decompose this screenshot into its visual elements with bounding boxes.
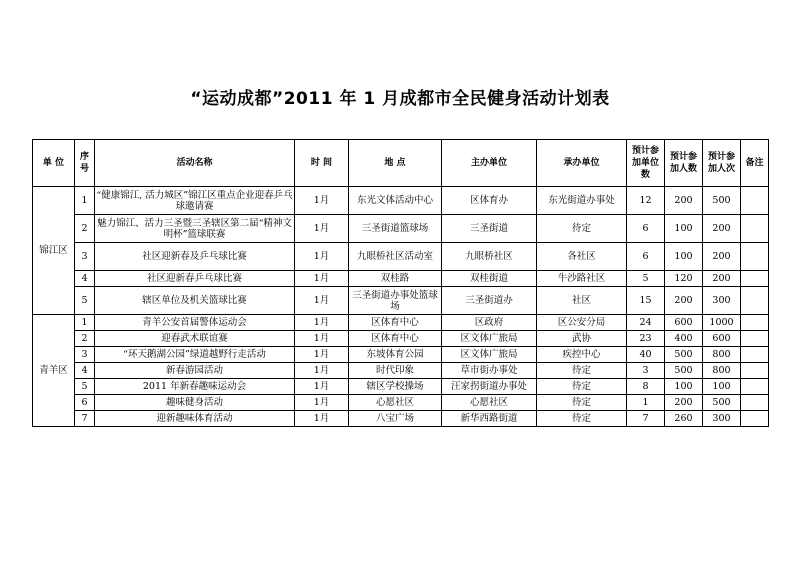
name-cell: 2011 年新春趣味运动会 <box>95 379 295 395</box>
table-row <box>33 331 769 347</box>
people-cell: 600 <box>665 315 703 331</box>
table-row <box>33 379 769 395</box>
place-cell: 东坡体育公园 <box>349 347 442 363</box>
host-cell: 汪家拐街道办事处 <box>442 379 537 395</box>
seq-cell: 6 <box>75 395 95 411</box>
header-num-times: 预计参加人次 <box>703 140 741 187</box>
host-cell: 新华西路街道 <box>442 411 537 427</box>
organizer-cell: 牛沙路社区 <box>537 271 627 287</box>
table-row <box>33 287 769 315</box>
name-cell: 辖区单位及机关篮球比赛 <box>95 287 295 315</box>
note-cell <box>741 215 769 243</box>
header-time: 时 间 <box>295 140 349 187</box>
people-cell: 200 <box>665 287 703 315</box>
seq-cell: 2 <box>75 331 95 347</box>
seq-cell: 5 <box>75 287 95 315</box>
host-cell: 草市街办事处 <box>442 363 537 379</box>
times-cell: 300 <box>703 287 741 315</box>
people-cell: 120 <box>665 271 703 287</box>
note-cell <box>741 315 769 331</box>
table-row <box>33 315 769 331</box>
seq-cell: 1 <box>75 315 95 331</box>
times-cell: 200 <box>703 271 741 287</box>
seq-cell: 3 <box>75 243 95 271</box>
time-cell: 1月 <box>295 363 349 379</box>
units-cell: 6 <box>627 215 665 243</box>
place-cell: 辖区学校操场 <box>349 379 442 395</box>
host-cell: 双桂街道 <box>442 271 537 287</box>
host-cell: 三圣街道办 <box>442 287 537 315</box>
table-row <box>33 347 769 363</box>
place-cell: 时代印象 <box>349 363 442 379</box>
host-cell: 区体育办 <box>442 187 537 215</box>
header-note: 备注 <box>741 140 769 187</box>
unit-cell: 锦江区 <box>33 187 75 315</box>
place-cell: 区体育中心 <box>349 315 442 331</box>
name-cell: 新春游园活动 <box>95 363 295 379</box>
note-cell <box>741 411 769 427</box>
page-title: “运动成都”2011 年 1 月成都市全民健身活动计划表 <box>190 89 610 109</box>
unit-cell: 青羊区 <box>33 315 75 427</box>
units-cell: 15 <box>627 287 665 315</box>
units-cell: 12 <box>627 187 665 215</box>
name-cell: “环天鹅湖公园”绿道越野行走活动 <box>95 347 295 363</box>
people-cell: 260 <box>665 411 703 427</box>
seq-cell: 7 <box>75 411 95 427</box>
organizer-cell: 武协 <box>537 331 627 347</box>
header-name: 活动名称 <box>95 140 295 187</box>
header-organizer: 承办单位 <box>537 140 627 187</box>
name-cell: 迎新趣味体育活动 <box>95 411 295 427</box>
header-unit: 单 位 <box>33 140 75 187</box>
name-cell: “健康锦江, 活力城区”锦江区重点企业迎春乒乓球邀请赛 <box>95 187 295 215</box>
time-cell: 1月 <box>295 395 349 411</box>
time-cell: 1月 <box>295 287 349 315</box>
note-cell <box>741 379 769 395</box>
people-cell: 100 <box>665 243 703 271</box>
times-cell: 600 <box>703 331 741 347</box>
time-cell: 1月 <box>295 315 349 331</box>
seq-cell: 5 <box>75 379 95 395</box>
note-cell <box>741 287 769 315</box>
place-cell: 东光文体活动中心 <box>349 187 442 215</box>
note-cell <box>741 243 769 271</box>
units-cell: 6 <box>627 243 665 271</box>
units-cell: 24 <box>627 315 665 331</box>
times-cell: 1000 <box>703 315 741 331</box>
header-host: 主办单位 <box>442 140 537 187</box>
name-cell: 趣味健身活动 <box>95 395 295 411</box>
name-cell: 青羊公安首届警体运动会 <box>95 315 295 331</box>
people-cell: 100 <box>665 379 703 395</box>
organizer-cell: 待定 <box>537 395 627 411</box>
place-cell: 九眼桥社区活动室 <box>349 243 442 271</box>
people-cell: 200 <box>665 187 703 215</box>
note-cell <box>741 395 769 411</box>
host-cell: 区政府 <box>442 315 537 331</box>
times-cell: 300 <box>703 411 741 427</box>
name-cell: 社区迎新春乒乓球比赛 <box>95 271 295 287</box>
note-cell <box>741 363 769 379</box>
table-row <box>33 215 769 243</box>
header-num-people: 预计参加人数 <box>665 140 703 187</box>
times-cell: 800 <box>703 363 741 379</box>
time-cell: 1月 <box>295 347 349 363</box>
name-cell: 迎春武术联谊赛 <box>95 331 295 347</box>
name-cell: 魅力锦江、活力三圣暨三圣辖区第二届“精神文明杯”篮球联赛 <box>95 215 295 243</box>
time-cell: 1月 <box>295 271 349 287</box>
organizer-cell: 待定 <box>537 379 627 395</box>
people-cell: 200 <box>665 395 703 411</box>
people-cell: 500 <box>665 347 703 363</box>
units-cell: 8 <box>627 379 665 395</box>
time-cell: 1月 <box>295 331 349 347</box>
times-cell: 800 <box>703 347 741 363</box>
place-cell: 三圣街道篮球场 <box>349 215 442 243</box>
units-cell: 40 <box>627 347 665 363</box>
place-cell: 三圣街道办事处篮球场 <box>349 287 442 315</box>
table-row <box>33 243 769 271</box>
times-cell: 500 <box>703 395 741 411</box>
activity-plan-table <box>32 139 769 427</box>
times-cell: 500 <box>703 187 741 215</box>
place-cell: 双桂路 <box>349 271 442 287</box>
units-cell: 7 <box>627 411 665 427</box>
times-cell: 200 <box>703 243 741 271</box>
organizer-cell: 待定 <box>537 363 627 379</box>
host-cell: 心愿社区 <box>442 395 537 411</box>
seq-cell: 1 <box>75 187 95 215</box>
organizer-cell: 疾控中心 <box>537 347 627 363</box>
seq-cell: 3 <box>75 347 95 363</box>
table-row <box>33 395 769 411</box>
host-cell: 九眼桥社区 <box>442 243 537 271</box>
organizer-cell: 待定 <box>537 411 627 427</box>
time-cell: 1月 <box>295 215 349 243</box>
time-cell: 1月 <box>295 187 349 215</box>
seq-cell: 2 <box>75 215 95 243</box>
header-seq: 序号 <box>75 140 95 187</box>
table-row <box>33 187 769 215</box>
note-cell <box>741 347 769 363</box>
organizer-cell: 东光街道办事处 <box>537 187 627 215</box>
name-cell: 社区迎新春及乒乓球比赛 <box>95 243 295 271</box>
host-cell: 区文体广旅局 <box>442 347 537 363</box>
units-cell: 1 <box>627 395 665 411</box>
seq-cell: 4 <box>75 363 95 379</box>
table-header-row <box>33 140 769 187</box>
note-cell <box>741 331 769 347</box>
seq-cell: 4 <box>75 271 95 287</box>
organizer-cell: 社区 <box>537 287 627 315</box>
times-cell: 200 <box>703 215 741 243</box>
note-cell <box>741 187 769 215</box>
organizer-cell: 区公安分局 <box>537 315 627 331</box>
table-row <box>33 271 769 287</box>
organizer-cell: 待定 <box>537 215 627 243</box>
time-cell: 1月 <box>295 243 349 271</box>
people-cell: 500 <box>665 363 703 379</box>
note-cell <box>741 271 769 287</box>
units-cell: 3 <box>627 363 665 379</box>
people-cell: 100 <box>665 215 703 243</box>
place-cell: 区体育中心 <box>349 331 442 347</box>
times-cell: 100 <box>703 379 741 395</box>
organizer-cell: 各社区 <box>537 243 627 271</box>
header-place: 地 点 <box>349 140 442 187</box>
place-cell: 八宝广场 <box>349 411 442 427</box>
host-cell: 区文体广旅局 <box>442 331 537 347</box>
people-cell: 400 <box>665 331 703 347</box>
table-row <box>33 363 769 379</box>
time-cell: 1月 <box>295 379 349 395</box>
table-row <box>33 411 769 427</box>
host-cell: 三圣街道 <box>442 215 537 243</box>
units-cell: 5 <box>627 271 665 287</box>
time-cell: 1月 <box>295 411 349 427</box>
place-cell: 心愿社区 <box>349 395 442 411</box>
header-num-units: 预计参加单位数 <box>627 140 665 187</box>
units-cell: 23 <box>627 331 665 347</box>
